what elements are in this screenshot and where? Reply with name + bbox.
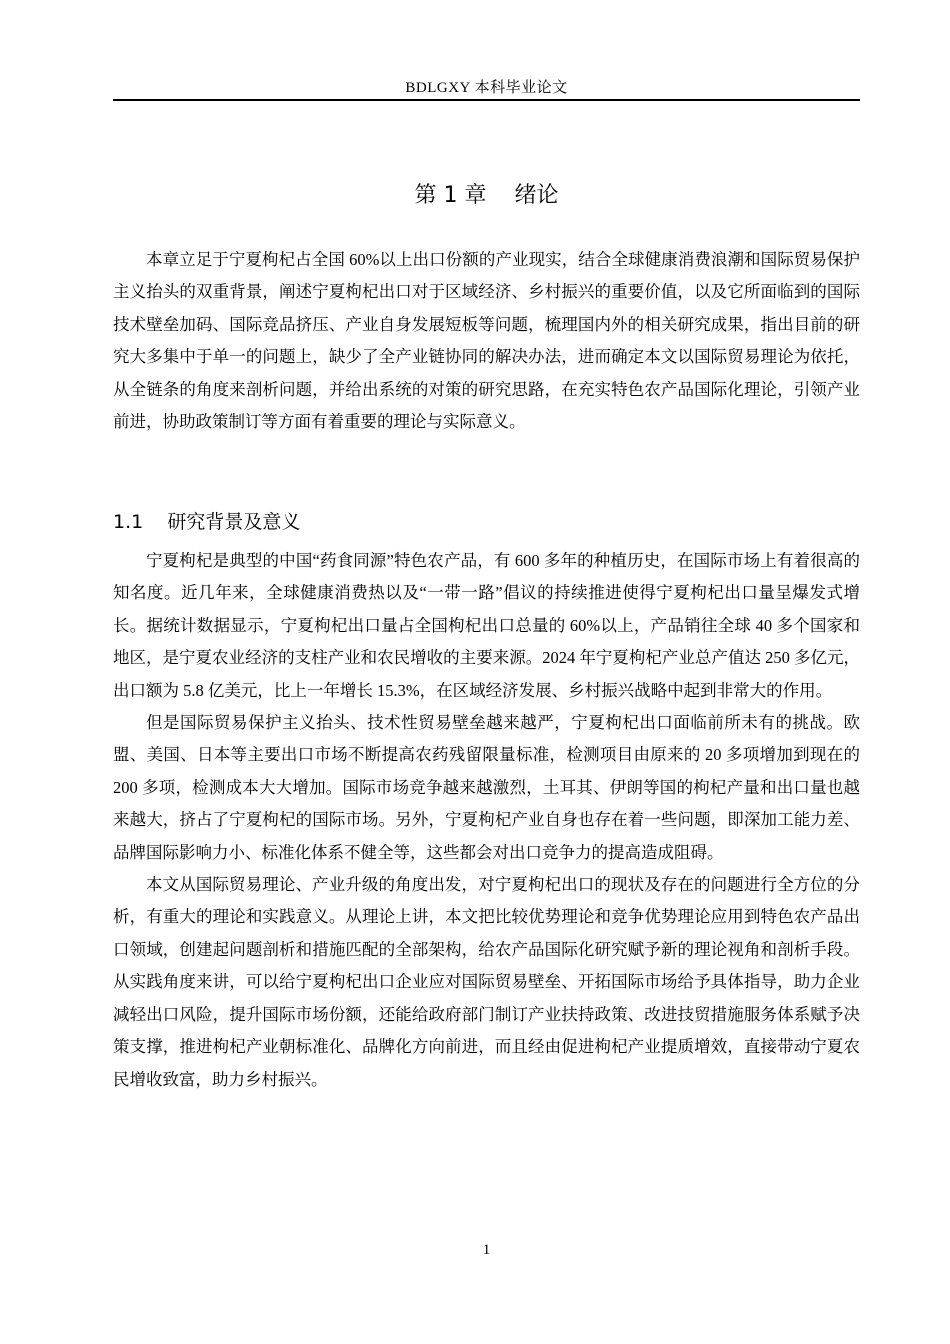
body-paragraph-1: 宁夏枸杞是典型的中国“药食同源”特色农产品，有 600 多年的种植历史，在国际市场上有着很高的知名度。近几年来，全球健康消费热以及“一带一路”倡议的持续推进使得宁夏枸杞出口量呈爆发式增长。据统计数据显示，宁夏枸杞出口量占全国枸杞出口总量的 60%以上，产品销往全球 40 多个国家和地区，是宁夏农业经济的支柱产业和农民增收的主要来源。2024 年宁夏枸杞产业总产值达 250 多亿元，出口额为 5.8 亿美元，比上一年增长 15.3%，在区域经济发展、乡村振兴战略中起到非常大的作用。 [113, 551, 860, 700]
section-heading: 1.1 研究背景及意义 [113, 511, 301, 533]
chapter-intro [113, 244, 860, 438]
body-paragraph-2: 但是国际贸易保护主义抬头、技术性贸易壁垒越来越严，宁夏枸杞出口面临前所未有的挑战。欧盟、美国、日本等主要出口市场不断提高农药残留限量标准，检测项目由原来的 20 多项增加到现在的 200 多项，检测成本大大增加。国际市场竞争越来越激烈，土耳其、伊朗等国的枸杞产量和出口量也越来越大，挤占了宁夏枸杞的国际市场。另外，宁夏枸杞产业自身也存在着一些问题，即深加工能力差、品牌国际影响力小、标准化体系不健全等，这些都会对出口竞争力的提高造成阻碍。 [113, 713, 860, 862]
running-header: BDLGXY 本科毕业论文 [405, 80, 568, 96]
body-paragraph-3: 本文从国际贸易理论、产业升级的角度出发，对宁夏枸杞出口的现状及存在的问题进行全方位的分析，有重大的理论和实践意义。从理论上讲，本文把比较优势理论和竞争优势理论应用到特色农产品出口领域，创建起问题剖析和措施匹配的全部架构，给农产品国际化研究赋予新的理论视角和剖析手段。从实践角度来讲，可以给宁夏枸杞出口企业应对国际贸易壁垒、开拓国际市场给予具体指导，助力企业减轻出口风险，提升国际市场份额，还能给政府部门制订产业扶持政策、改进技贸措施服务体系赋予决策支撑，推进枸杞产业朝标准化、品牌化方向前进，而且经由促进枸杞产业提质增效，直接带动宁夏农民增收致富，助力乡村振兴。 [113, 875, 860, 1089]
section-body [113, 545, 860, 1096]
header-rule [113, 99, 860, 101]
intro-paragraph: 本章立足于宁夏枸杞占全国 60%以上出口份额的产业现实，结合全球健康消费浪潮和国际贸易保护主义抬头的双重背景，阐述宁夏枸杞出口对于区域经济、乡村振兴的重要价值，以及它所面临到的国际技术壁垒加码、国际竞品挤压、产业自身发展短板等问题，梳理国内外的相关研究成果，指出目前的研究大多集中于单一的问题上，缺少了全产业链协同的解决办法，进而确定本文以国际贸易理论为依托，从全链条的角度来剖析问题，并给出系统的对策的研究思路，在充实特色农产品国际化理论，引领产业前进，协助政策制订等方面有着重要的理论与实际意义。 [113, 250, 860, 432]
page-number: 1 [482, 1242, 491, 1258]
chapter-title: 第 1 章 绪论 [414, 183, 559, 208]
